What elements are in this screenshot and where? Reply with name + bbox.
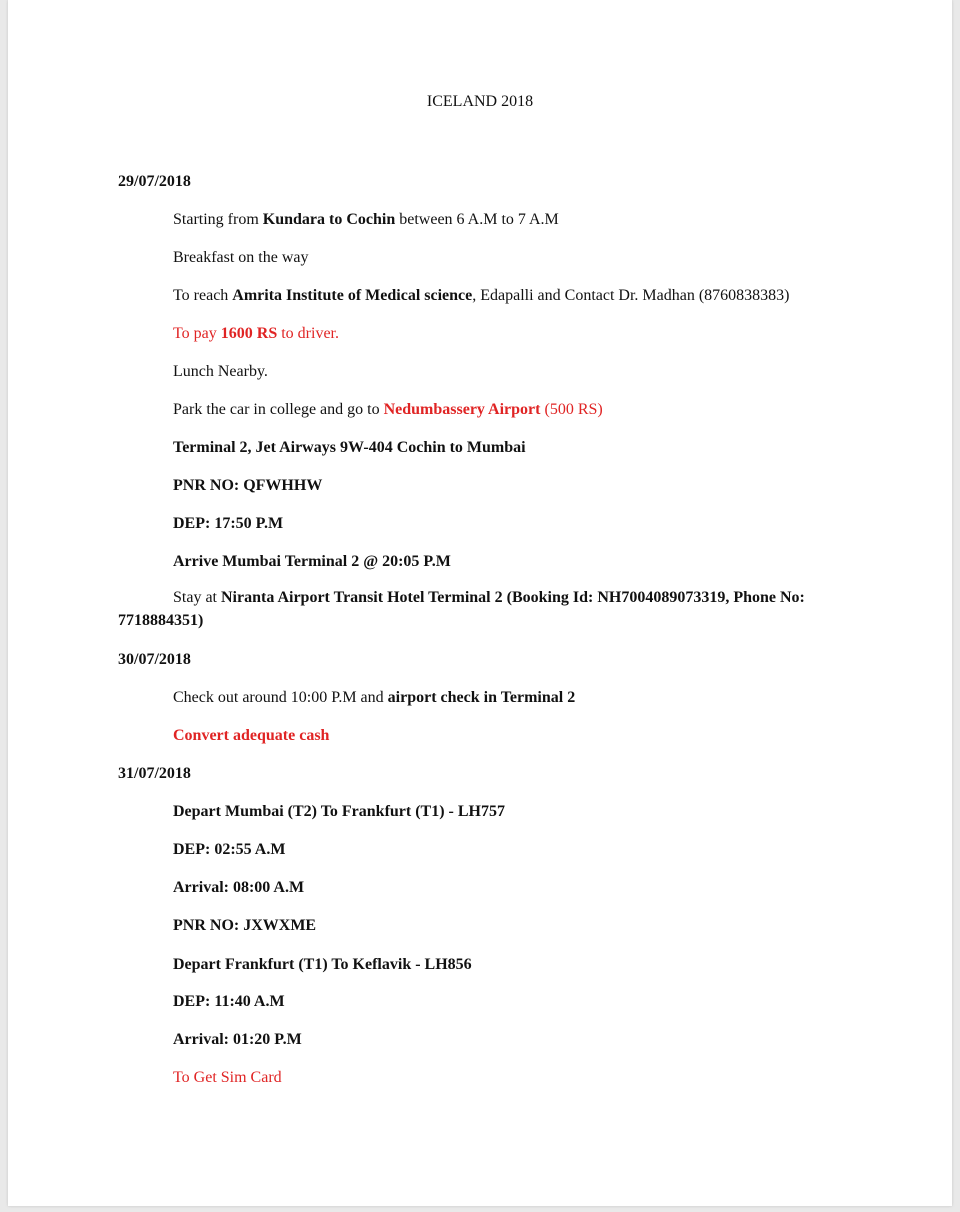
sim-card-note: To Get Sim Card: [173, 1069, 282, 1086]
arrival-line: Arrival: 08:00 A.M: [173, 879, 305, 896]
payment-note: To pay 1600 RS to driver.: [173, 325, 339, 342]
date-heading: 30/07/2018: [118, 651, 191, 668]
itinerary-line: Starting from Kundara to Cochin between 6 A.M to 7 A.M: [173, 211, 559, 228]
departure-line: DEP: 11:40 A.M: [173, 993, 285, 1010]
flight-line: Terminal 2, Jet Airways 9W-404 Cochin to Mumbai: [173, 439, 526, 456]
hotel-line: Stay at Niranta Airport Transit Hotel Terminal 2 (Booking Id: NH7004089073319, Phone No: 7718884351): [118, 589, 805, 629]
departure-line: DEP: 17:50 P.M: [173, 515, 284, 532]
pnr-line: PNR NO: JXWXME: [173, 917, 317, 934]
arrival-line: Arrival: 01:20 P.M: [173, 1031, 302, 1048]
arrival-line: Arrive Mumbai Terminal 2 @ 20:05 P.M: [173, 553, 451, 570]
itinerary-line: Park the car in college and go to Nedumbassery Airport (500 RS): [173, 401, 603, 418]
itinerary-line: Lunch Nearby.: [173, 363, 268, 380]
document-title: ICELAND 2018: [426, 93, 534, 110]
itinerary-line: Check out around 10:00 P.M and airport check in Terminal 2: [173, 689, 576, 706]
cash-note: Convert adequate cash: [173, 727, 330, 744]
date-heading: 31/07/2018: [118, 765, 191, 782]
itinerary-line: To reach Amrita Institute of Medical science, Edapalli and Contact Dr. Madhan (8760838383): [173, 287, 790, 304]
departure-line: DEP: 02:55 A.M: [173, 841, 286, 858]
flight-line: Depart Mumbai (T2) To Frankfurt (T1) - LH757: [173, 803, 505, 820]
itinerary-line: Breakfast on the way: [173, 249, 309, 266]
date-heading: 29/07/2018: [118, 173, 191, 190]
pnr-line: PNR NO: QFWHHW: [173, 477, 323, 494]
flight-line: Depart Frankfurt (T1) To Keflavik - LH856: [173, 956, 472, 973]
